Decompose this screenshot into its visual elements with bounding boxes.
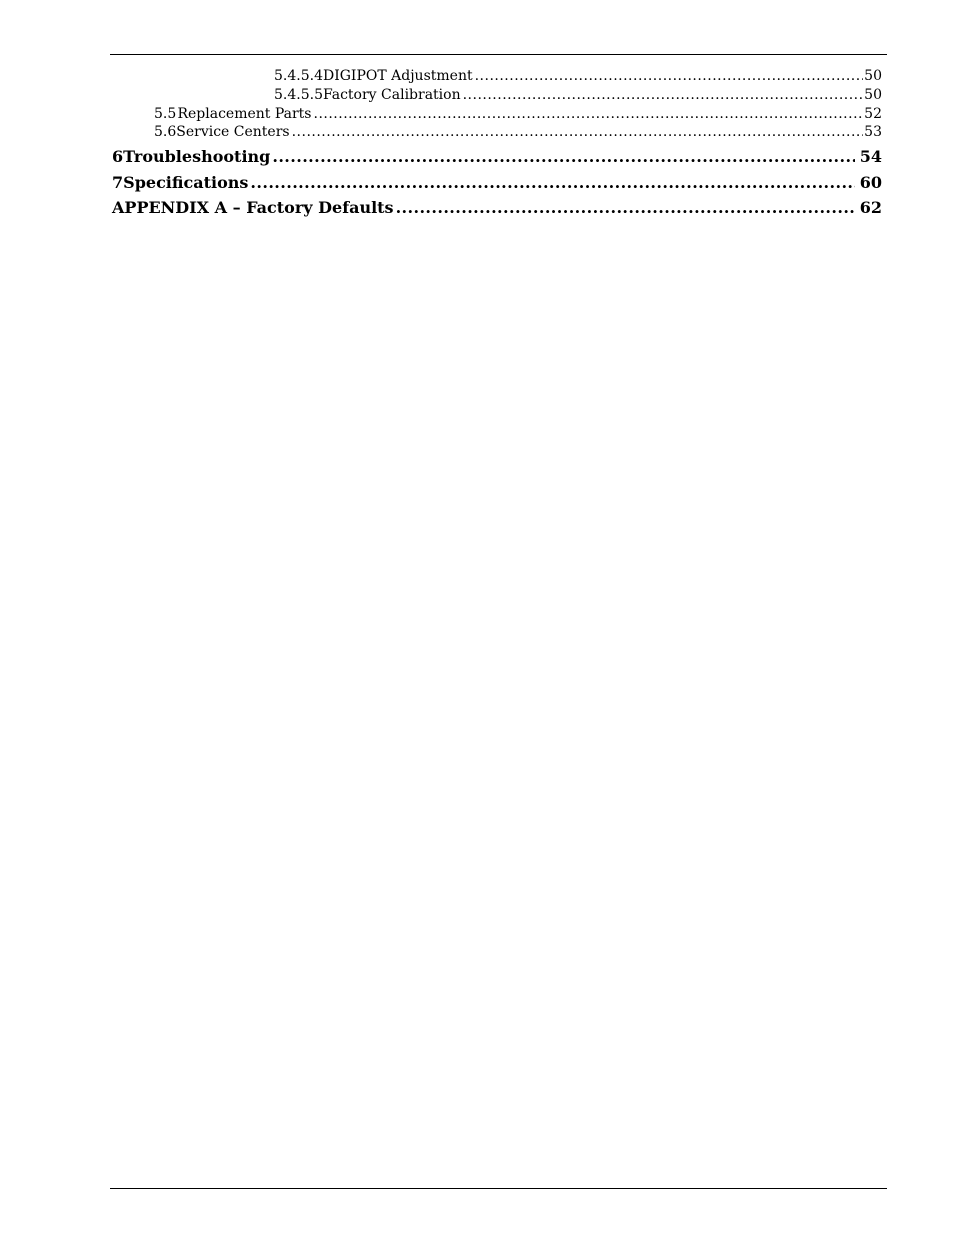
toc-dot-leader [314, 106, 864, 122]
toc-entry-page: 50 [864, 87, 882, 103]
toc-entry-5-5[interactable] [154, 106, 882, 124]
toc-entry-5-4-5-4[interactable] [274, 68, 882, 86]
toc-dot-leader [463, 87, 864, 103]
toc-entry-appendix-a[interactable] [112, 198, 882, 220]
toc-entry-5-4-5-5[interactable] [274, 87, 882, 105]
toc-entry-number: 5.4.5.5 [274, 87, 323, 103]
toc-entry-number: 5.4.5.4 [274, 68, 323, 84]
toc-dot-leader [396, 198, 855, 217]
toc-entry-title: Service Centers [176, 124, 290, 140]
toc-entry-number: 6 [112, 147, 124, 166]
toc-dot-leader [475, 68, 864, 84]
header-rule [110, 54, 887, 55]
footer-rule [110, 1188, 887, 1189]
toc-entry-number: 7 [112, 173, 124, 192]
toc-entry-page: 62 [859, 198, 882, 217]
toc-entry-7[interactable] [112, 173, 882, 195]
toc-entry-title: Factory Calibration [322, 87, 461, 103]
toc-entry-title: Replacement Parts [177, 106, 312, 122]
toc-entry-page: 53 [864, 124, 882, 140]
toc-entry-page: 54 [859, 147, 882, 166]
toc-entry-page: 52 [864, 106, 882, 122]
toc-entry-page: 50 [864, 68, 882, 84]
toc-entry-title: Troubleshooting [123, 147, 271, 166]
toc-entry-page: 60 [859, 173, 882, 192]
toc-entry-title: Specifications [123, 173, 249, 192]
toc-dot-leader [250, 173, 854, 192]
toc-entry-6[interactable] [112, 147, 882, 169]
toc-entry-number: 5.5 [154, 106, 177, 122]
toc-entry-title: DIGIPOT Adjustment [322, 68, 473, 84]
toc-entry-title: APPENDIX A – Factory Defaults [112, 198, 394, 217]
toc-dot-leader [272, 147, 854, 166]
toc-dot-leader [292, 124, 864, 140]
toc-entry-5-6[interactable] [154, 124, 882, 142]
toc-entry-number: 5.6 [154, 124, 177, 140]
